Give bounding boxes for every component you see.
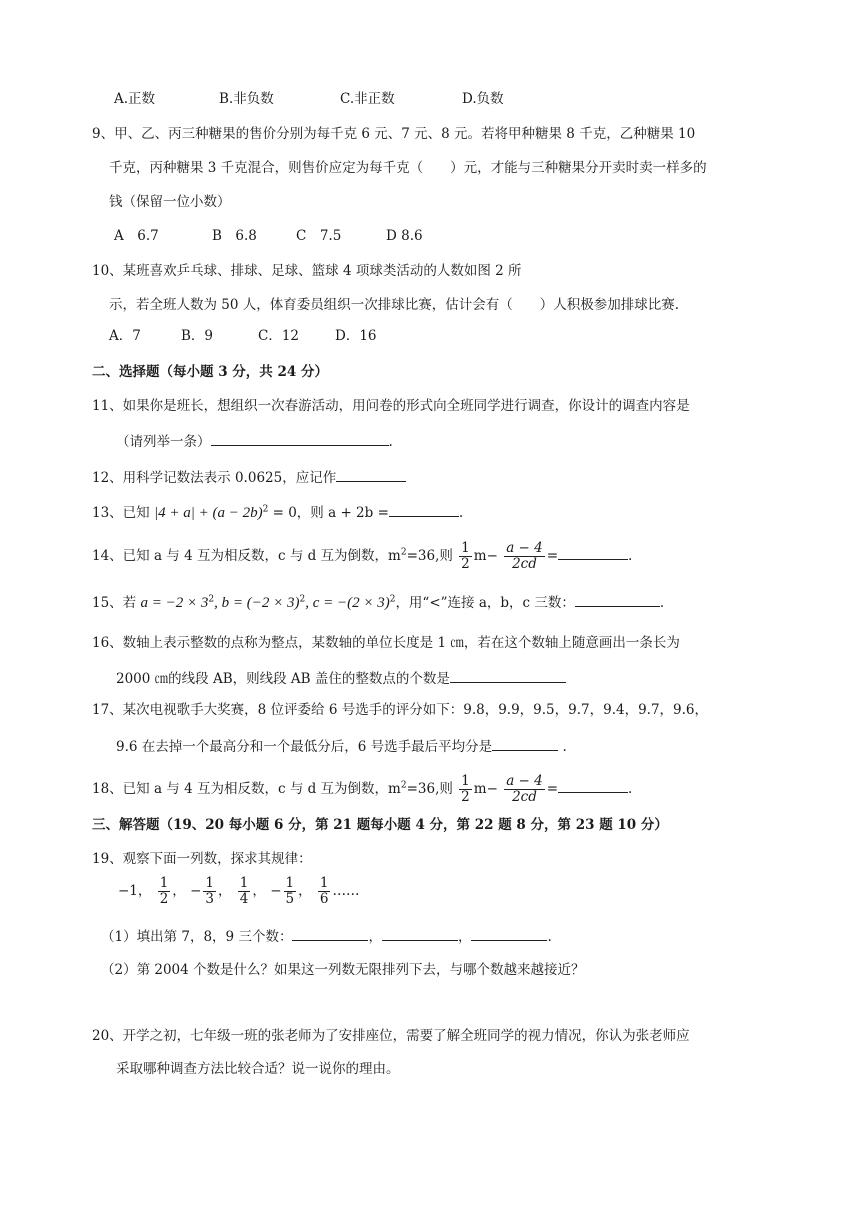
q18-equals: = — [546, 781, 559, 797]
q19-part2: （2）第 2004 个数是什么？如果这一列数无限排列下去，与哪个数越来越接近？ — [101, 962, 585, 978]
q19-ellipsis: …… — [332, 883, 360, 899]
q11-answer-blank — [211, 431, 389, 446]
q15-period: . — [659, 595, 665, 611]
q13-line — [92, 502, 463, 522]
q19-term-5: − $\frac{1}{5}$ ， — [270, 875, 312, 907]
q10-option-c: C．12 — [258, 328, 300, 344]
q11-line1: 11、如果你是班长，想组织一次春游活动，用问卷的形式向全班同学进行调查，你设计的调查内容是 — [92, 398, 690, 414]
q18-exponent: 2 — [400, 780, 407, 791]
q18-fraction-half: $\frac{1}{2}$ — [461, 773, 470, 805]
q15-exp-b: 2 — [299, 594, 306, 605]
q18-line — [92, 774, 632, 805]
q14-mid: =36,则 — [406, 548, 453, 564]
q14-fraction-half: $\frac{1}{2}$ — [461, 540, 470, 572]
q19-sep-1: ， — [368, 929, 382, 945]
q15-prefix: 15、若 — [92, 595, 137, 611]
q10-option-d: D．16 — [335, 328, 377, 344]
q20-line1: 20、开学之初，七年级一班的张老师为了安排座位，需要了解全班同学的视力情况，你认为张老师应 — [92, 1028, 690, 1044]
q18-prefix: 18、已知 a 与 4 互为相反数，c 与 d 互为倒数，m — [92, 781, 401, 797]
q9-option-d: D 8.6 — [386, 228, 423, 244]
q14-line — [92, 541, 632, 572]
q19-seq-start: −1， — [118, 883, 152, 899]
q15-line — [92, 592, 664, 612]
q14-period: . — [628, 548, 633, 564]
q19-line1: 19、观察下面一列数，探求其规律： — [92, 851, 312, 867]
q19-sequence — [118, 876, 359, 907]
q9-line2: 千克，丙种糖果 3 千克混合，则售价应定为每千克（ ）元，才能与三种糖果分开卖时卖一样多的 — [109, 160, 707, 176]
q11-period: . — [388, 434, 393, 450]
q19-blank-8 — [382, 926, 458, 941]
q9-line1: 9、甲、乙、丙三种糖果的售价分别为每千克 6 元、7 元、8 元。若将甲种糖果 8 千克，乙种糖果 10 — [92, 126, 696, 142]
section-2-heading: 二、选择题（每小题 3 分，共 24 分） — [92, 364, 328, 380]
q10-option-b: B．9 — [181, 328, 214, 344]
q19-term-4: $\frac{1}{4}$ ， — [239, 875, 266, 907]
q19-term-6: $\frac{1}{6}$ — [319, 875, 329, 907]
q9-option-a: A 6.7 — [114, 228, 159, 244]
q18-m: m− — [473, 781, 498, 797]
q9-option-c: C 7.5 — [296, 228, 342, 244]
q18-answer-blank — [558, 778, 628, 793]
q17-answer-blank — [492, 736, 558, 751]
q19-term-3: − $\frac{1}{3}$ ， — [190, 875, 232, 907]
q18-mid: =36,则 — [406, 781, 453, 797]
q15-suffix: ，用“<”连接 a，b，c 三数： — [395, 595, 575, 611]
q11-line2 — [116, 431, 393, 451]
q9-line3: 钱（保留一位小数） — [109, 194, 231, 210]
q15-expr-c: , c = −(2 × 3) — [305, 595, 390, 611]
q13-expression: |4 + a| + (a − 2b) — [153, 505, 263, 521]
q8-option-c: C.非正数 — [340, 91, 395, 107]
q11-hint: （请列举一条） — [116, 434, 211, 450]
q13-prefix: 13、已知 — [92, 505, 150, 521]
q14-m: m− — [473, 548, 498, 564]
q15-answer-blank — [575, 592, 660, 607]
q16-line2 — [116, 668, 566, 688]
q16-text: 2000 ㎝的线段 AB，则线段 AB 盖住的整数点的个数是 — [116, 671, 450, 687]
q19-part1-period: . — [547, 929, 552, 945]
q17-line2 — [116, 736, 567, 756]
q17-period: . — [562, 739, 567, 755]
q19-blank-9 — [471, 926, 547, 941]
q18-fraction-expr: $\frac{a - 4}{2cd}$ — [506, 773, 543, 805]
q14-equals: = — [546, 548, 559, 564]
q19-term-2: $\frac{1}{2}$ ， — [159, 875, 186, 907]
q14-exponent: 2 — [400, 547, 407, 558]
q13-exponent: 2 — [262, 504, 269, 515]
q17-line1: 17、某次电视歌手大奖赛，8 位评委给 6 号选手的评分如下：9.8，9.9，9.5，9.7，9.4，9.7，9.6， — [92, 702, 709, 718]
q12-answer-blank — [336, 467, 406, 482]
q14-answer-blank — [558, 545, 628, 560]
q14-fraction-expr: $\frac{a - 4}{2cd}$ — [506, 540, 543, 572]
q14-prefix: 14、已知 a 与 4 互为相反数，c 与 d 互为倒数，m — [92, 548, 401, 564]
q15-expr-b: , b = (−2 × 3) — [214, 595, 300, 611]
q13-answer-blank — [389, 502, 459, 517]
q12-text: 12、用科学记数法表示 0.0625，应记作 — [92, 470, 337, 486]
q19-part1-text: （1）填出第 7，8，9 三个数： — [101, 929, 293, 945]
q8-option-a: A.正数 — [114, 91, 156, 107]
q16-line1: 16、数轴上表示整数的点称为整点，某数轴的单位长度是 1 ㎝，若在这个数轴上随意画出一条长为 — [92, 635, 680, 651]
q17-text: 9.6 在去掉一个最高分和一个最低分后，6 号选手最后平均分是 — [116, 739, 493, 755]
q9-option-b: B 6.8 — [212, 228, 257, 244]
q19-sep-2: ， — [457, 929, 472, 945]
q12-line — [92, 467, 406, 487]
q15-exp-a: 2 — [208, 594, 215, 605]
q10-line1: 10、某班喜欢乒乓球、排球、足球、篮球 4 项球类活动的人数如图 2 所 — [92, 263, 522, 279]
q10-line2: 示，若全班人数为 50 人，体育委员组织一次排球比赛，估计会有（ ）人积极参加排球比赛. — [109, 297, 680, 313]
q19-blank-7 — [292, 926, 368, 941]
q18-period: . — [628, 781, 633, 797]
q13-period: . — [458, 505, 464, 521]
q8-option-d: D.负数 — [462, 91, 504, 107]
q15-expr-a: a = −2 × 3 — [140, 595, 209, 611]
q16-answer-blank — [450, 668, 566, 683]
q8-option-b: B.非负数 — [219, 91, 274, 107]
q20-line2: 采取哪种调查方法比较合适？说一说你的理由。 — [116, 1061, 400, 1077]
section-3-heading: 三、解答题（19、20 每小题 6 分，第 21 题每小题 4 分，第 22 题 8 分，第 23 题 10 分） — [92, 817, 668, 833]
q13-mid: = 0，则 a + 2b = — [268, 505, 389, 521]
q19-part1 — [101, 926, 552, 946]
q15-exp-c: 2 — [389, 594, 396, 605]
q10-option-a: A．7 — [109, 328, 141, 344]
